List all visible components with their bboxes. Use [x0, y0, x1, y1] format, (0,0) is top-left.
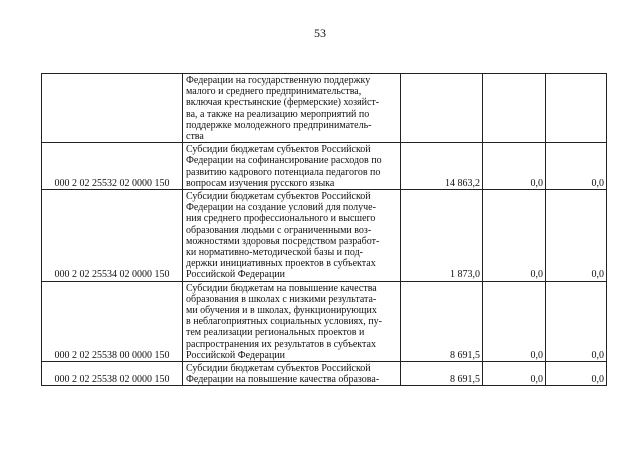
description-line: держки инициативных проектов в субъектах [186, 258, 376, 270]
description-line: Федерации на государственную поддержку [186, 75, 371, 86]
budget-code-cell: 000 2 02 25538 02 0000 150 [42, 362, 183, 386]
description-cell [183, 190, 401, 282]
description-line: включая крестьянские (фермерские) хозяйст- [186, 97, 380, 109]
description-line: Субсидии бюджетам субъектов Российской [186, 144, 371, 156]
budget-code-cell: 000 2 02 25534 02 0000 150 [42, 190, 183, 282]
budget-code-cell [42, 74, 183, 143]
description-line: поддержке молодежного предприниматель- [186, 119, 372, 131]
description-line: Федерации на софинансирование расходов по [186, 155, 382, 167]
amount-cell-2: 0,0 [483, 143, 546, 190]
description-cell [183, 281, 401, 361]
description-line: ми обучения и в школах, функционирующих [186, 305, 377, 317]
amount-cell-1: 14 863,2 [401, 143, 483, 190]
description-line: можностями здоровья посредством разработ- [186, 235, 380, 247]
description-line: Российской Федерации [186, 349, 286, 361]
table-row [42, 190, 607, 282]
budget-code-cell: 000 2 02 25532 02 0000 150 [42, 143, 183, 190]
description-line: тем реализации региональных проектов и [186, 327, 365, 339]
description-line: Субсидии бюджетам субъектов Российской [186, 363, 371, 375]
amount-cell-2: 0,0 [483, 362, 546, 386]
amount-cell-3: 0,0 [546, 281, 607, 361]
amount-cell-3: 0,0 [546, 190, 607, 282]
amount-cell-3: 0,0 [546, 143, 607, 190]
description-line: ния среднего профессионального и высшего [186, 213, 376, 225]
description-line: Субсидии бюджетам субъектов Российской [186, 191, 371, 203]
description-line: образования людьми с ограниченными воз- [186, 224, 372, 236]
description-line: Федерации на создание условий для получе- [186, 202, 376, 214]
description-line: в неблагоприятных социальных условиях, пу- [186, 316, 382, 328]
budget-code-cell: 000 2 02 25538 00 0000 150 [42, 281, 183, 361]
table-row [42, 362, 607, 386]
budget-table-body [42, 74, 607, 386]
amount-cell-2 [483, 74, 546, 143]
amount-cell-1: 8 691,5 [401, 362, 483, 386]
table-row [42, 281, 607, 361]
description-line: образования в школах с низкими результата- [186, 293, 377, 305]
description-line: малого и среднего предпринимательства, [186, 86, 362, 98]
description-line: ства [186, 131, 204, 143]
description-line: распространения их результатов в субъектах [186, 338, 376, 350]
description-cell [183, 362, 401, 386]
amount-cell-2: 0,0 [483, 281, 546, 361]
budget-table [41, 73, 607, 386]
description-line: ки нормативно-методической базы и под- [186, 247, 364, 259]
description-line: вопросам изучения русского языка [186, 177, 335, 189]
table-row [42, 74, 607, 143]
description-cell [183, 143, 401, 190]
amount-cell-3 [546, 74, 607, 143]
description-line: Субсидии бюджетам на повышение качества [186, 282, 377, 294]
description-line: Федерации на повышение качества образова- [186, 374, 380, 386]
page-number: 53 [314, 26, 326, 40]
description-line: Российской Федерации [186, 269, 286, 281]
amount-cell-1 [401, 74, 483, 143]
amount-cell-1: 8 691,5 [401, 281, 483, 361]
description-line: ва, а также на реализацию мероприятий по [186, 108, 370, 120]
amount-cell-1: 1 873,0 [401, 190, 483, 282]
description-line: развитию кадрового потенциала педагогов по [186, 166, 381, 178]
table-row [42, 143, 607, 190]
amount-cell-3: 0,0 [546, 362, 607, 386]
description-cell [183, 74, 401, 143]
amount-cell-2: 0,0 [483, 190, 546, 282]
